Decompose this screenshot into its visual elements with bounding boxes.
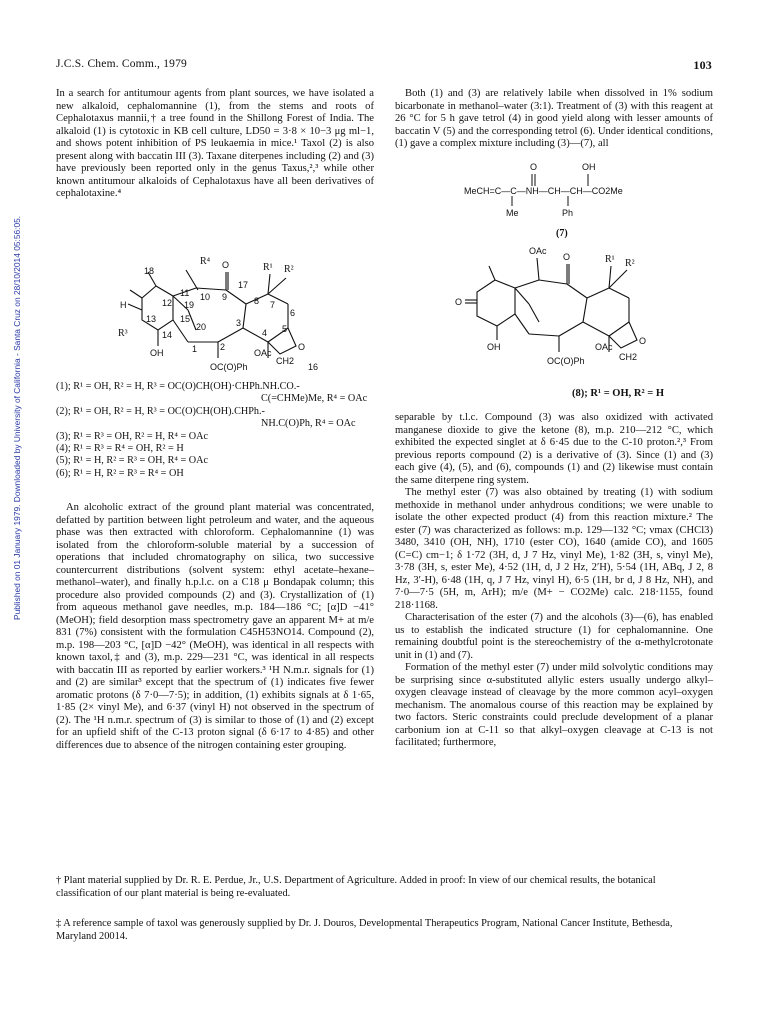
label-c14: 14 [162, 330, 173, 340]
label-c3: 3 [236, 318, 242, 328]
ketone8-o-ox: O [639, 336, 647, 346]
compound-list [56, 381, 374, 480]
label-ch2: CH2 [276, 356, 295, 366]
label-o-keto: O [222, 260, 230, 270]
ester7-ph: Ph [562, 208, 574, 218]
ketone8-oac-top: OAc [529, 246, 547, 256]
ketone8-o-keto: O [563, 252, 571, 262]
ketone8-o-ring: O [455, 297, 463, 307]
ketone8-oh: OH [487, 342, 501, 352]
download-notice [6, 180, 22, 620]
label-r4: R⁴ [200, 256, 211, 267]
label-c12: 12 [162, 298, 173, 308]
compound-line: C(=CHMe)Me, R⁴ = OAc [261, 393, 368, 405]
label-c9: 9 [222, 292, 228, 302]
isolation-paragraph: An alcoholic extract of the ground plant material was concentrated, defatted by partition between light petroleum and water, and the aqueous phase was then extracted with chloroform. Cephalomannine (1) was isolated from the chloroform-soluble material by a succession of operations that included chromatography on silica, two successive countercurrent distributions (solvent system: ethyl acetate–hexane–methanol–water), and finally h.p.l.c. on a C18 μ Bondapak column; this procedure also provided compounds (2) and (3). Crystallization of (1) from aqueous methanol gave needles, m.p. 184—186 °C; [α]D −41° (MeOH); field desorption mass spectrometry gave an apparent M+ at m/e 831 (7%) consistent with the formulation C45H53NO14. Compound (2), m.p. 198—203 °C, [α]D −42° (MeOH), was identical in all respects with known taxol,‡ and (3), m.p. 229—231 °C, was identical in all respects with baccatin III as reported by earlier workers.³ ¹H N.m.r. signals for (1) and (2) are similar³ except that the spectrum of (1) indicates five fewer aromatic protons (δ 7·0—7·5); in addition, (1) exhibits signals at δ 1·65, 1·85 (2× vinyl Me), and 6·37 (vinyl H) not observed in the spectrum of (2). The ¹H n.m.r. spectrum of (3) is similar to those of (1) and (2) except for an upfield shift of the C-13 proton signal (δ 6·17 to 4·85) and other differences due to absence of the nitrogen containing ester grouping. [56, 502, 374, 751]
ester7-me: Me [506, 208, 519, 218]
right-column-intro [395, 88, 713, 151]
footnote-plant-material: † Plant material supplied by Dr. R. E. Perdue, Jr., U.S. Department of Agriculture. Added in proof: In view of our chemical results, the botanical classification of our plant material is being re-evaluated. [56, 875, 656, 899]
ketone-8-caption: (8); R¹ = OH, R² = H [571, 388, 665, 399]
compound-line: (5); R¹ = H, R² = R³ = OH, R⁴ = OAc [56, 455, 209, 467]
left-column-intro [56, 88, 374, 201]
ketone8-oac: OAc [595, 342, 613, 352]
label-r3: R³ [118, 328, 128, 339]
taxane-structure-svg [118, 250, 328, 380]
label-c6: 6 [290, 308, 296, 318]
taxane-structure-diagram [118, 250, 328, 380]
label-c11: 11 [180, 288, 190, 298]
label-c19: 19 [184, 300, 195, 310]
left-column-body [56, 502, 374, 752]
ketone-8-structure [455, 240, 675, 380]
journal-title: J.C.S. Chem. Comm., 1979 [56, 58, 187, 70]
intro-paragraph: In a search for antitumour agents from plant sources, we have isolated a new alkaloid, cephalomannine (1), from the stems and roots of Cephalotaxus mannii,† a tree found in the Shillong Forest of India. The alkaloid (1) is cytotoxic in KB cell culture, LD50 = 3·8 × 10−3 μg ml−1, and shows potent inhibition of PS leukaemia in mice.¹ Taxol (2) is also present along with baccatin III (3). Taxane diterpenes including (2) and (3) have previously been reported only in the genus Taxus,²,³ while other known antitumour alkaloids of Cephalotaxus have all been derivatives of cephalotaxine.⁴ [56, 88, 374, 199]
compound-line: (6); R¹ = H, R² = R³ = R⁴ = OH [56, 467, 184, 479]
label-c7: 7 [270, 300, 276, 310]
label-c16: 16 [308, 362, 319, 372]
ketone8-ocoph: OC(O)Ph [547, 356, 585, 366]
ester7-caption: (7) [556, 228, 568, 239]
label-c2: 2 [220, 342, 226, 352]
label-c17: 17 [238, 280, 249, 290]
ester-7-structure [462, 160, 662, 240]
oxidation-paragraph: separable by t.l.c. Compound (3) was also oxidized with activated manganese dioxide to give the ketone (8), m.p. 210—212 °C, which exhibited the expected singlet at δ 6·45 due to the C-10 proton.²,³ From previous reports compound (2) is a derivative of (3). Since (1) and (3) each give (4), (5), and (6), compounds (1) and (2) likewise must contain the same diterpene ring system. [395, 412, 713, 486]
label-h: H [120, 300, 127, 310]
lability-paragraph: Both (1) and (3) are relatively labile when dissolved in 1% sodium bicarbonate in methanol–water (3:1). Treatment of (3) with this reagent at 26 °C for 5 h gave tetrol (4) in good yield along with lesser amounts of baccatin V (5) and the corresponding tetrol (6). Under identical conditions, (1) gave a complex mixture including (3)—(7), all [395, 88, 713, 149]
ketone8-ch2: CH2 [619, 352, 638, 362]
characterisation-paragraph: Characterisation of the ester (7) and the alcohols (3)—(6), has enabled us to establish the indicated structure (1) for cephalomannine. One remaining doubtful point is the stereochemistry of the α-methylcrotonate unit in (1) and (7). [395, 612, 713, 661]
methyl-ester-paragraph: The methyl ester (7) was also obtained by treating (1) with sodium methoxide in methanol under anhydrous conditions; we were unable to isolate the other expected product (4) from this reaction mixture.² The ester (7) was characterized as follows: m.p. 129—132 °C; νmax (CHCl3) 3480, 3410 (OH, NH), 1710 (ester CO), 1640 (amide CO), and 1605 (C=C) cm−1; δ 1·72 (3H, d, J 7 Hz, vinyl Me), 1·82 (3H, s, vinyl Me), 3·78 (3H, s, ester Me), 4·52 (1H, d, J 2 Hz, 2′H), 5·54 (1H, ABq, J 2, 8 Hz, 3′-H), 6·48 (1H, q, J 7 Hz, vinyl H), 6·5 (1H, br d, J 8 Hz, NH), and 7·0—7·5 (5H, m, ArH); m/e (M+ − CO2Me) calc. 218·1155, found 218·1168. [395, 487, 713, 611]
footnote-taxol-sample: ‡ A reference sample of taxol was generously supplied by Dr. J. Douros, Developmental Therapeutics Program, National Cancer Institute, Bethesda, Maryland 20014. [56, 918, 673, 942]
label-oac: OAc [254, 348, 272, 358]
label-c8: 8 [254, 296, 260, 306]
label-r2: R² [284, 264, 294, 275]
label-c20: 20 [196, 322, 207, 332]
running-head [56, 58, 712, 74]
ester7-formula: MeCH=C—C—NH—CH—CH—CO2Me [464, 186, 623, 196]
download-notice-text: Published on 01 January 1979. Downloaded by University of California - Santa Cruz on 28/10/2014 05:56:05. [12, 215, 22, 620]
label-c1: 1 [192, 344, 198, 354]
label-c5: 5 [282, 324, 288, 334]
compound-line: (3); R¹ = R³ = OH, R² = H, R⁴ = OAc [56, 430, 209, 442]
label-c13: 13 [146, 314, 157, 324]
label-c15: 15 [180, 314, 191, 324]
right-column-body [395, 412, 713, 750]
page-number: 103 [693, 58, 712, 72]
label-c10: 10 [200, 292, 211, 302]
mechanism-paragraph: Formation of the methyl ester (7) under mild solvolytic conditions may be surprising since α-substituted allylic esters usually undergo alkyl–oxygen cleavage instead of cleavage by the more common acyl–oxygen mechanism. The anomalous course of this reaction may be explained by two factors. Steric constraints could preclude development of a planar carbonium ion at C-11 so that alkyl–oxygen cleavage at C-13 is not facilitated; furthermore, [395, 662, 713, 748]
ester7-o: O [530, 162, 538, 172]
ester7-oh: OH [582, 162, 596, 172]
compound-line: NH.C(O)Ph, R⁴ = OAc [261, 418, 356, 430]
ketone-8-svg [455, 240, 675, 380]
label-oh: OH [150, 348, 164, 358]
compound-line: (2); R¹ = OH, R² = H, R³ = OC(O)CH(OH).CHPh.- [56, 405, 265, 417]
ketone8-r2: R² [625, 258, 635, 269]
label-r1: R¹ [263, 262, 273, 273]
label-c18: 18 [144, 266, 155, 276]
label-ocoph: OC(O)Ph [210, 362, 248, 372]
label-o-oxetane: O [298, 342, 306, 352]
ester-7-svg [462, 160, 662, 240]
compound-line: (1); R¹ = OH, R² = H, R³ = OC(O)CH(OH)·CHPh.NH.CO.- [56, 381, 300, 392]
ketone8-r1: R¹ [605, 254, 615, 265]
label-c4: 4 [262, 328, 268, 338]
compound-line: (4); R¹ = R³ = R⁴ = OH, R² = H [56, 443, 184, 455]
